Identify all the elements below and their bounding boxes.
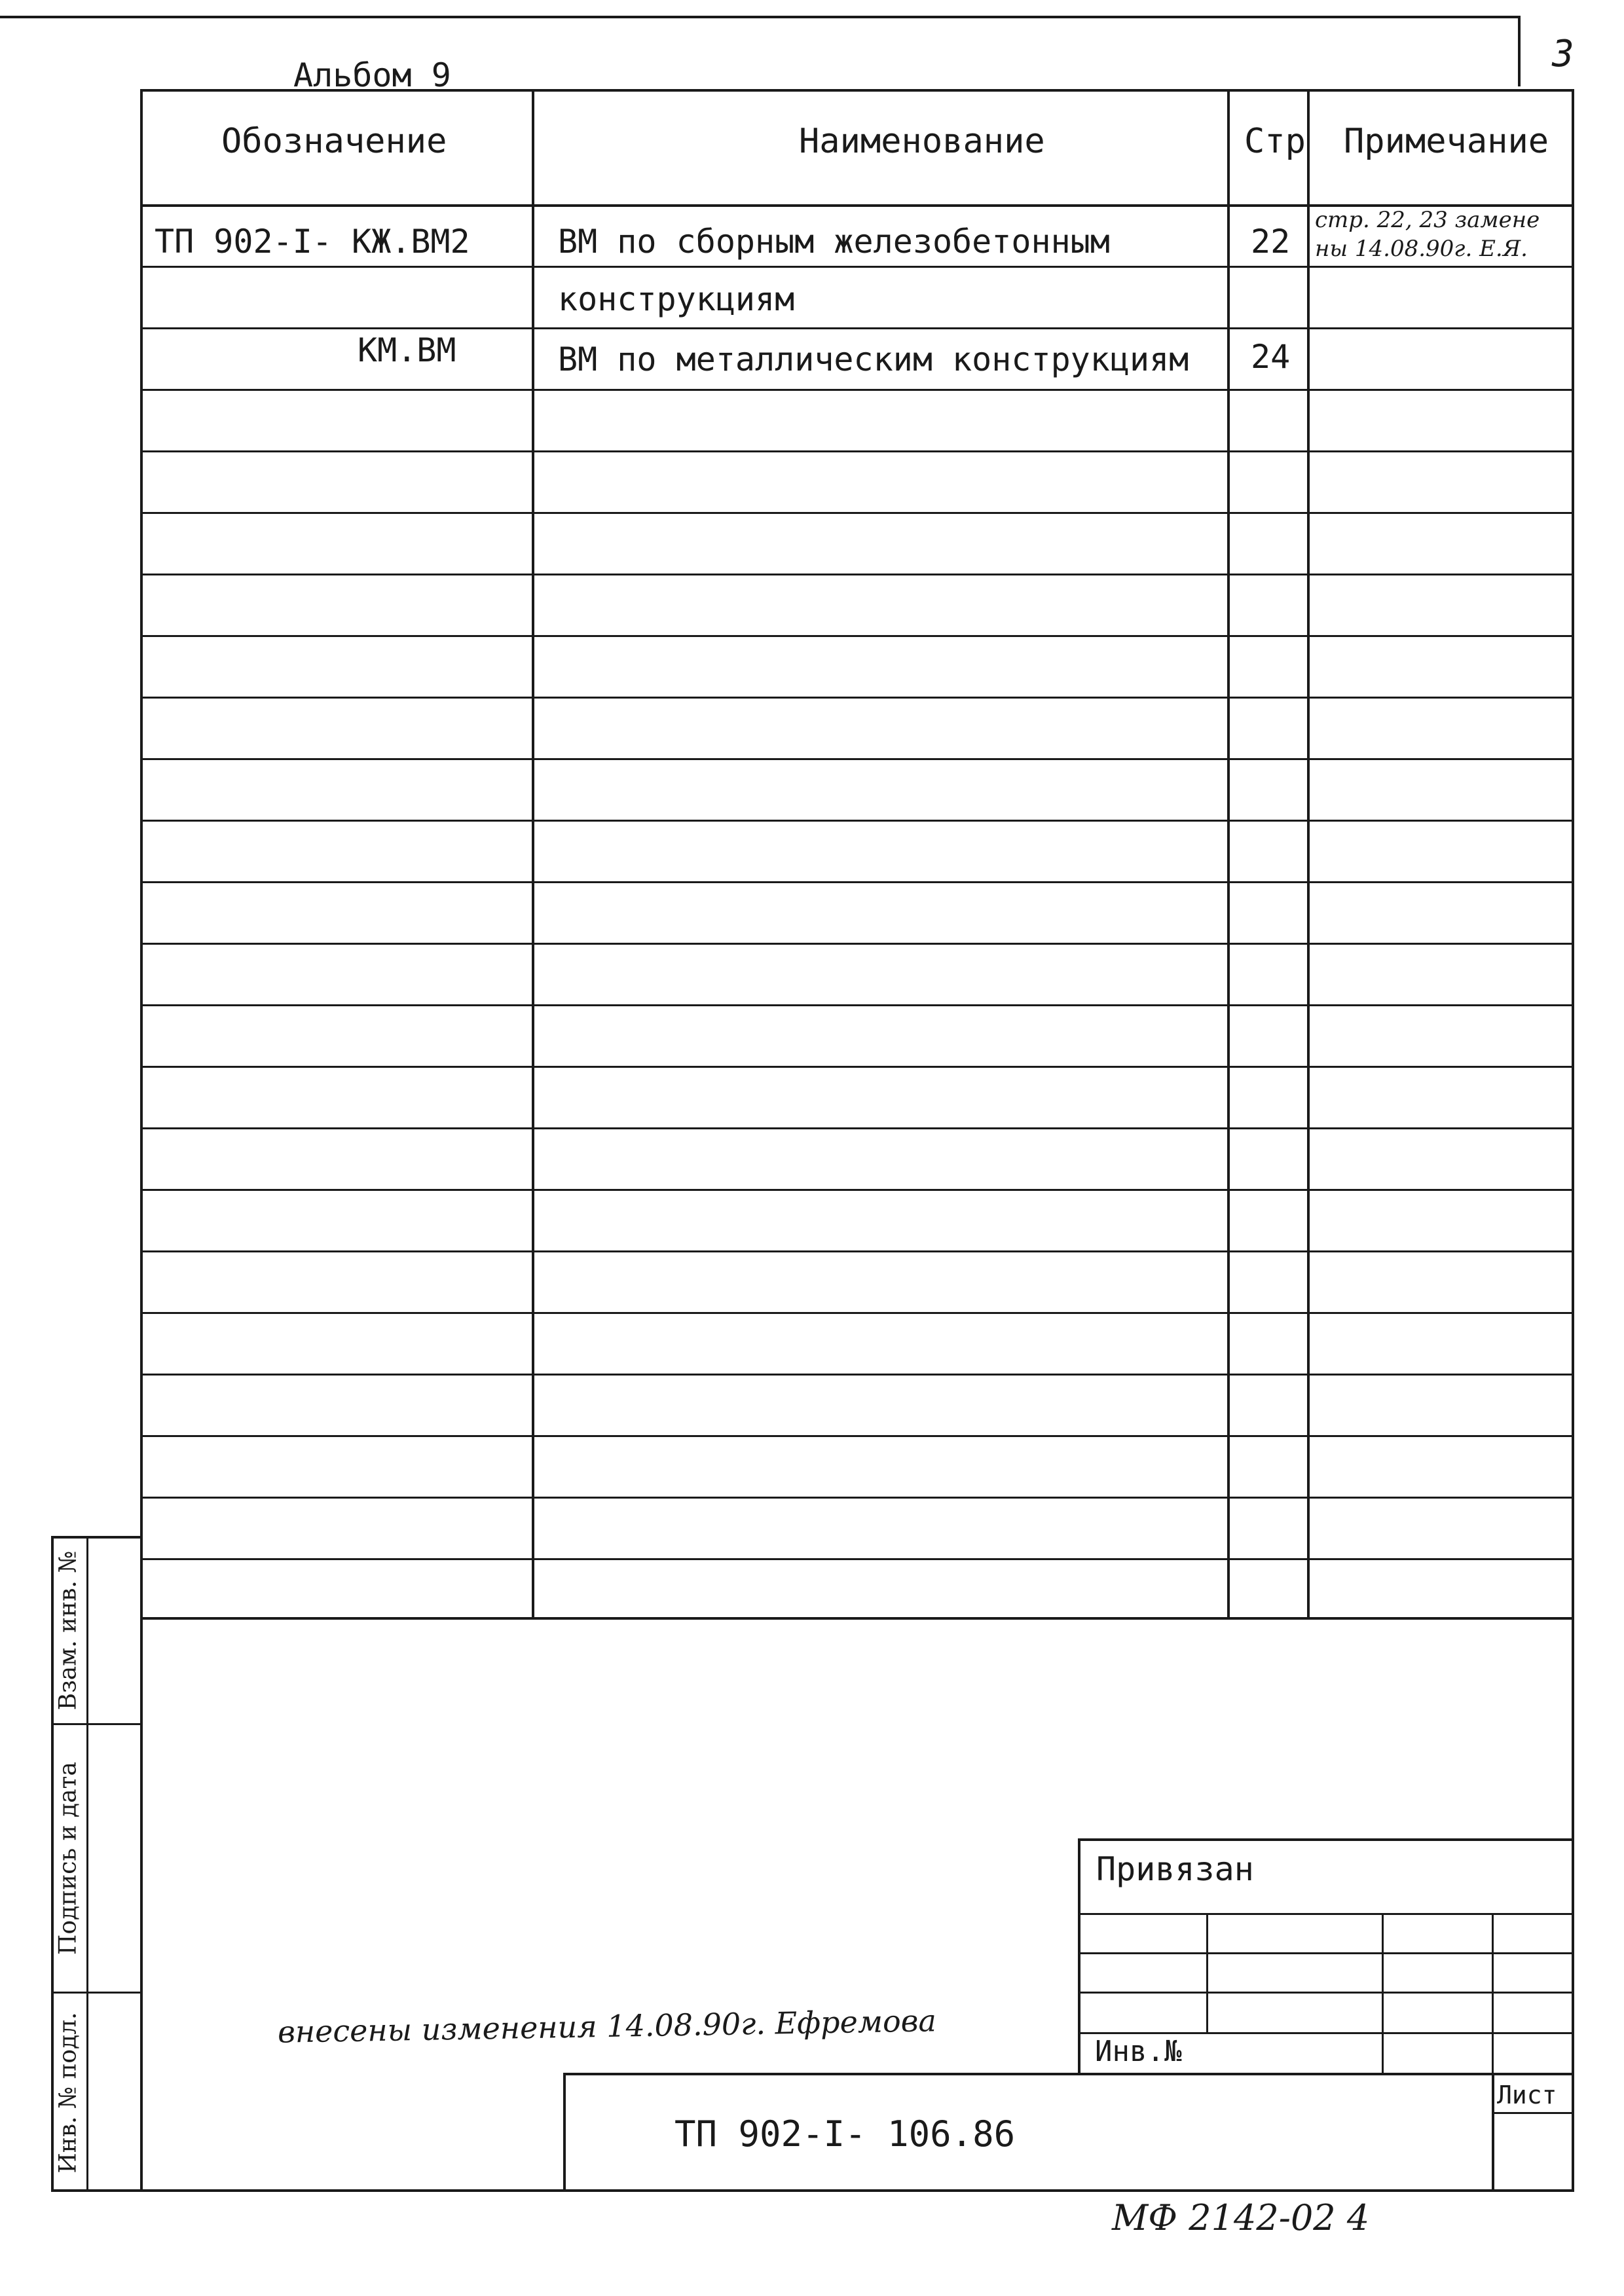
header-note: Примечание xyxy=(1344,122,1549,161)
row-3-designation: КМ.ВМ xyxy=(358,331,456,369)
header-designation: Обозначение xyxy=(221,122,447,161)
privyazan-col-divider-3 xyxy=(1492,1913,1494,2073)
table-row-line xyxy=(140,1127,1574,1129)
table-bottom-border xyxy=(140,1617,1574,1620)
side-label-vzam: Взам. инв. № xyxy=(54,1550,82,1711)
table-row-line xyxy=(140,1497,1574,1499)
side-label-inv-podl: Инв. № подл. xyxy=(54,2012,82,2174)
row-1-name: ВМ по сборным железобетонным xyxy=(558,223,1110,261)
privyazan-row-divider-2 xyxy=(1078,1952,1574,1954)
privyazan-left-border xyxy=(1078,1838,1080,2073)
table-row-line xyxy=(140,512,1574,514)
table-row-line xyxy=(140,450,1574,452)
document-code: ТП 902-I- 106.86 xyxy=(674,2113,1016,2155)
privyazan-top-border xyxy=(1078,1838,1574,1841)
side-label-podpis: Подпись и дата xyxy=(54,1762,82,1955)
table-row-line xyxy=(140,1189,1574,1191)
table-row-line xyxy=(140,1435,1574,1437)
page-number-divider xyxy=(1518,16,1521,86)
side-stamp-column-divider xyxy=(86,1536,88,2192)
privyazan-col-divider-1 xyxy=(1206,1913,1208,2032)
privyazan-row-divider-1 xyxy=(1078,1913,1574,1915)
table-row-line xyxy=(140,327,1574,329)
bottom-code: МФ 2142-02 4 xyxy=(1112,2197,1370,2238)
table-row-line xyxy=(140,574,1574,575)
row-1-designation: ТП 902-I- КЖ.ВМ2 xyxy=(155,223,470,261)
table-row-line xyxy=(140,1558,1574,1560)
table-row-line xyxy=(140,758,1574,760)
header-name: Наименование xyxy=(799,122,1045,161)
title-block-top-border xyxy=(563,2073,1574,2075)
table-col-divider-3 xyxy=(1307,89,1310,1618)
table-row-line xyxy=(140,1004,1574,1006)
privyazan-col-divider-2 xyxy=(1382,1913,1384,2073)
row-3-page: 24 xyxy=(1251,338,1291,376)
privyazan-row-divider-4 xyxy=(1078,2032,1574,2034)
privyazan-row-divider-3 xyxy=(1078,1992,1574,1994)
side-stamp-divider-2 xyxy=(51,1992,143,1994)
list-box-divider xyxy=(1492,2112,1574,2114)
table-row-line xyxy=(140,697,1574,699)
table-row-line xyxy=(140,1250,1574,1252)
table-row-line xyxy=(140,943,1574,945)
row-1-page: 22 xyxy=(1251,223,1291,261)
table-row-line xyxy=(140,820,1574,822)
table-col-divider-1 xyxy=(532,89,534,1618)
table-col-divider-2 xyxy=(1227,89,1230,1618)
list-label: Лист xyxy=(1497,2081,1557,2109)
inv-no-label: Инв.№ xyxy=(1095,2035,1182,2068)
table-row-line xyxy=(140,635,1574,637)
table-row-line xyxy=(140,1066,1574,1068)
row-3-name: ВМ по металлическим конструкциям xyxy=(558,340,1189,378)
handwritten-change-note: внесены изменения 14.08.90г. Ефремова xyxy=(277,2003,937,2050)
main-frame xyxy=(140,89,1574,2192)
table-row-line xyxy=(140,1312,1574,1314)
side-stamp-divider-1 xyxy=(51,1723,143,1725)
table-row-line xyxy=(140,389,1574,391)
table-row-line xyxy=(140,266,1574,268)
row-2-name: конструкциям xyxy=(558,280,795,318)
table-row-line xyxy=(140,881,1574,883)
row-1-note: стр. 22, 23 замене ны 14.08.90г. Е.Я. xyxy=(1315,207,1540,262)
header-page: Стр xyxy=(1244,122,1306,161)
privyazan-label: Привязан xyxy=(1096,1850,1254,1888)
table-row-line xyxy=(140,1374,1574,1376)
album-title: Альбом 9 xyxy=(293,56,451,94)
top-border-line xyxy=(0,16,1518,18)
title-block-left-border xyxy=(563,2073,566,2192)
page-number: 3 xyxy=(1552,33,1574,75)
list-box-left-border xyxy=(1492,2073,1494,2192)
